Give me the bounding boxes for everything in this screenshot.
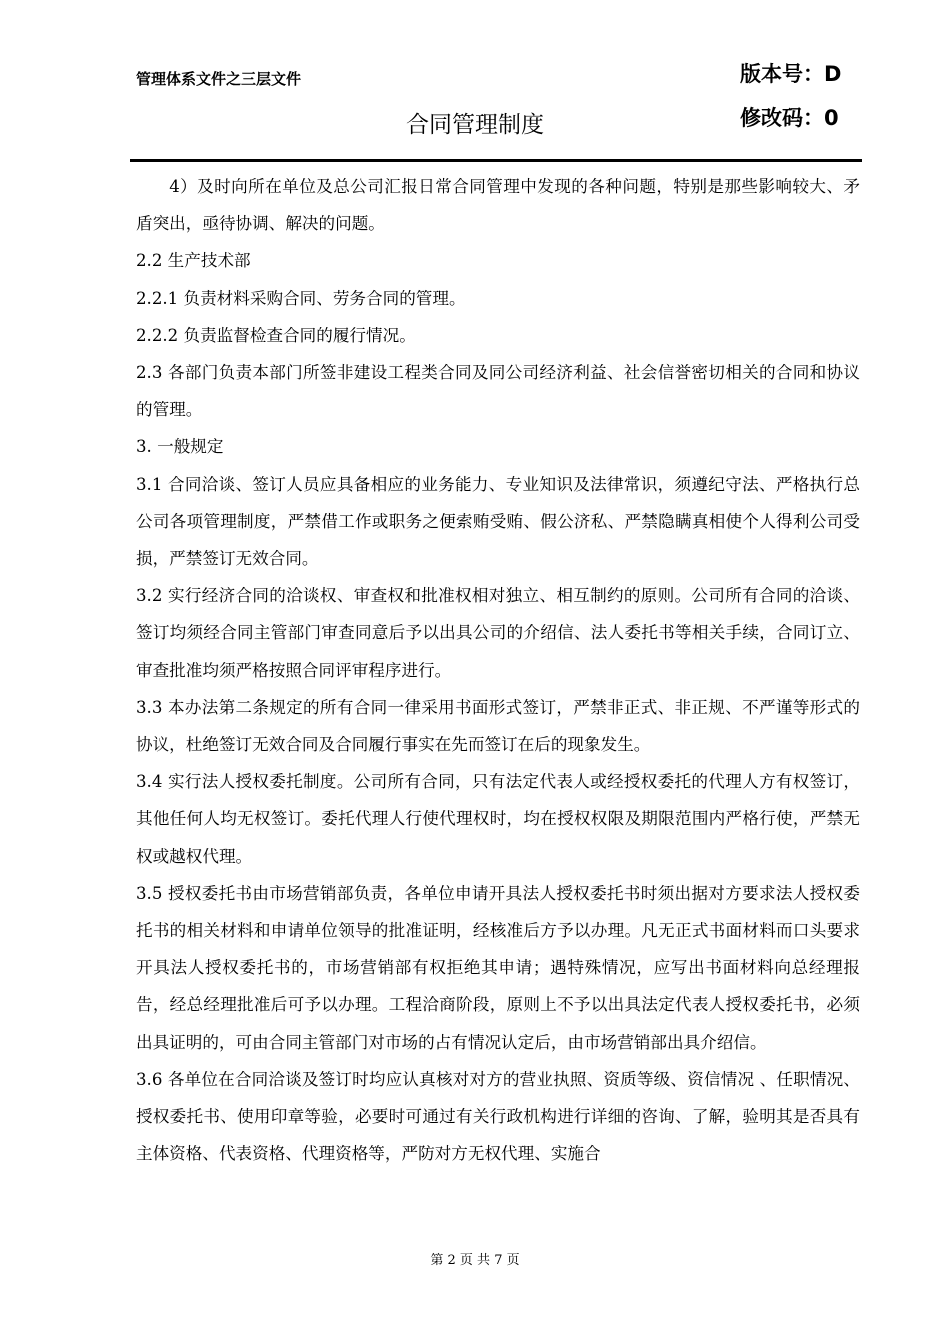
header-left-label: 管理体系文件之三层文件 (136, 70, 302, 88)
revision-code: 修改码：0 (740, 106, 839, 130)
section-heading: 3. 一般规定 (136, 437, 224, 457)
paragraph: 3.6 各单位在合同洽谈及签订时均应认真核对对方的营业执照、资质等级、资信情况 、任职情况、授权委托书、使用印章等验，必要时可通过有关行政机构进行详细的咨询、了解，验明其是否具有主体资格、代表资格、代理资格等，严防对方无权代理、实施合 (136, 1069, 860, 1164)
version-number: 版本号：D (740, 62, 842, 86)
paragraph: 2.3 各部门负责本部门所签非建设工程类合同及同公司经济利益、社会信誉密切相关的合同和协议的管理。 (136, 363, 860, 420)
paragraph: 2.2.1 负责材料采购合同、劳务合同的管理。 (136, 288, 466, 308)
paragraph: 3.3 本办法第二条规定的所有合同一律采用书面形式签订，严禁非正式、非正规、不严谨等形式的协议，杜绝签订无效合同及合同履行事实在先而签订在后的现象发生。 (136, 697, 860, 755)
paragraph: 3.4 实行法人授权委托制度。公司所有合同，只有法定代表人或经授权委托的代理人方有权签订，其他任何人均无权签订。委托代理人行使代理权时，均在授权权限及期限范围内严格行使，严禁无权或越权代理。 (136, 772, 860, 866)
section-heading: 2.2 生产技术部 (136, 251, 251, 271)
paragraph: 4）及时向所在单位及总公司汇报日常合同管理中发现的各种问题，特别是那些影响较大、矛盾突出，亟待协调、解决的问题。 (136, 177, 860, 234)
document-title: 合同管理制度 (406, 112, 544, 138)
page-number-footer: 第 2 页 共 7 页 (430, 1253, 520, 1268)
header-divider (130, 159, 862, 162)
version-block (740, 52, 841, 140)
document-body (136, 168, 860, 1172)
paragraph: 3.5 授权委托书由市场营销部负责，各单位申请开具法人授权委托书时须出据对方要求法人授权委托书的相关材料和申请单位领导的批准证明，经核准后方予以办理。凡无正式书面材料而口头要求开具法人授权委托书的，市场营销部有权拒绝其申请；遇特殊情况，应写出书面材料向总经理报告，经总经理批准后可予以办理。工程洽商阶段，原则上不予以出具法定代表人授权委托书，必须出具证明的，可由合同主管部门对市场的占有情况认定后，由市场营销部出具介绍信。 (136, 883, 860, 1052)
paragraph: 2.2.2 负责监督检查合同的履行情况。 (136, 325, 416, 345)
paragraph: 3.1 合同洽谈、签订人员应具备相应的业务能力、专业知识及法律常识，须遵纪守法、严格执行总公司各项管理制度，严禁借工作或职务之便索贿受贿、假公济私、严禁隐瞒真相使个人得利公司受损，严禁签订无效合同。 (136, 474, 860, 569)
paragraph: 3.2 实行经济合同的洽谈权、审查权和批准权相对独立、相互制约的原则。公司所有合同的洽谈、签订均须经合同主管部门审查同意后予以出具公司的介绍信、法人委托书等相关手续，合同订立、审查批准均须严格按照合同评审程序进行。 (136, 586, 860, 680)
